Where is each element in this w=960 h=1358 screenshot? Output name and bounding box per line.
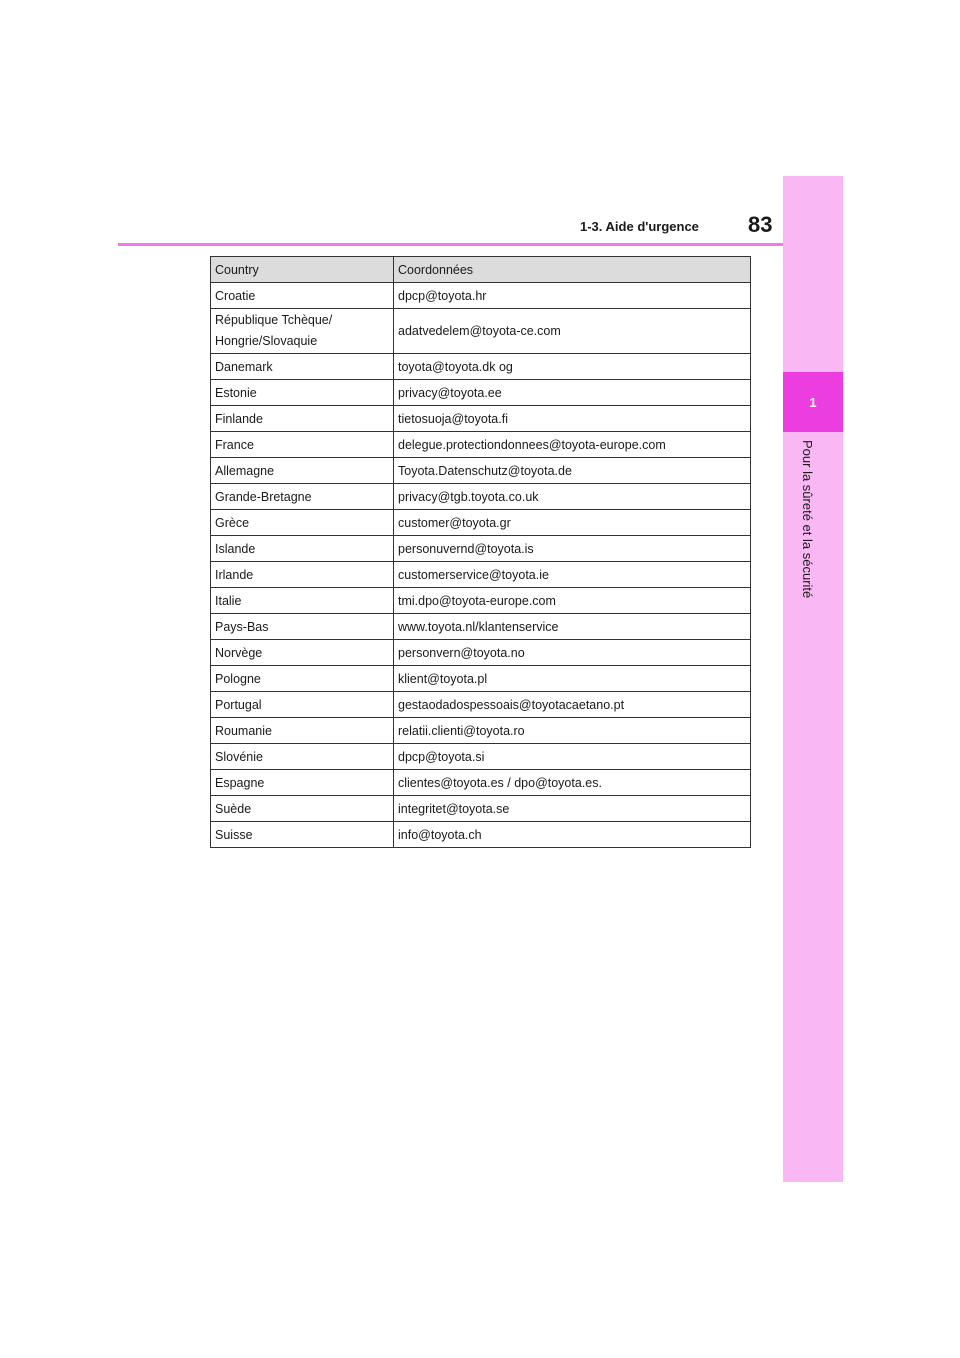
table-row bbox=[211, 588, 751, 614]
contact-cell: customerservice@toyota.ie bbox=[394, 562, 751, 588]
table-row bbox=[211, 796, 751, 822]
table-row bbox=[211, 484, 751, 510]
chapter-label: Pour la sûreté et la sécurité bbox=[800, 440, 815, 599]
table-row bbox=[211, 770, 751, 796]
table-row bbox=[211, 354, 751, 380]
country-cell: Estonie bbox=[211, 380, 394, 406]
chapter-side-tab bbox=[783, 176, 843, 1182]
contact-cell: dpcp@toyota.si bbox=[394, 744, 751, 770]
country-cell: Danemark bbox=[211, 354, 394, 380]
table-row bbox=[211, 718, 751, 744]
country-cell: Suisse bbox=[211, 822, 394, 848]
table-body bbox=[211, 283, 751, 848]
table-row bbox=[211, 614, 751, 640]
contact-cell: www.toyota.nl/klantenservice bbox=[394, 614, 751, 640]
country-cell: Grande-Bretagne bbox=[211, 484, 394, 510]
chapter-number-badge: 1 bbox=[783, 372, 843, 432]
country-cell: Croatie bbox=[211, 283, 394, 309]
contact-cell: gestaodadospessoais@toyotacaetano.pt bbox=[394, 692, 751, 718]
country-cell: Suède bbox=[211, 796, 394, 822]
table-row bbox=[211, 406, 751, 432]
table-row bbox=[211, 283, 751, 309]
contact-cell: clientes@toyota.es / dpo@toyota.es. bbox=[394, 770, 751, 796]
country-cell: Islande bbox=[211, 536, 394, 562]
country-cell: Espagne bbox=[211, 770, 394, 796]
section-title: 1-3. Aide d'urgence bbox=[580, 219, 699, 234]
country-cell: Portugal bbox=[211, 692, 394, 718]
contact-cell: klient@toyota.pl bbox=[394, 666, 751, 692]
table-row bbox=[211, 458, 751, 484]
country-cell: France bbox=[211, 432, 394, 458]
country-cell: Italie bbox=[211, 588, 394, 614]
country-cell: Pays-Bas bbox=[211, 614, 394, 640]
table-row bbox=[211, 640, 751, 666]
table-row bbox=[211, 692, 751, 718]
contact-cell: privacy@tgb.toyota.co.uk bbox=[394, 484, 751, 510]
table-row bbox=[211, 536, 751, 562]
country-cell: République Tchèque/ Hongrie/Slovaquie bbox=[211, 309, 394, 354]
table-header-row bbox=[211, 257, 751, 283]
contact-cell: privacy@toyota.ee bbox=[394, 380, 751, 406]
table-row bbox=[211, 744, 751, 770]
contact-cell: personvern@toyota.no bbox=[394, 640, 751, 666]
country-cell: Slovénie bbox=[211, 744, 394, 770]
country-cell: Pologne bbox=[211, 666, 394, 692]
table-row bbox=[211, 309, 751, 354]
table-row bbox=[211, 562, 751, 588]
contact-cell: toyota@toyota.dk og bbox=[394, 354, 751, 380]
country-cell: Finlande bbox=[211, 406, 394, 432]
table-row bbox=[211, 380, 751, 406]
contact-cell: tmi.dpo@toyota-europe.com bbox=[394, 588, 751, 614]
contact-cell: Toyota.Datenschutz@toyota.de bbox=[394, 458, 751, 484]
country-cell: Allemagne bbox=[211, 458, 394, 484]
country-cell: Roumanie bbox=[211, 718, 394, 744]
contact-cell: customer@toyota.gr bbox=[394, 510, 751, 536]
header-divider bbox=[118, 243, 783, 246]
table-row bbox=[211, 510, 751, 536]
country-cell: Norvège bbox=[211, 640, 394, 666]
country-cell: Irlande bbox=[211, 562, 394, 588]
column-header-contact: Coordonnées bbox=[394, 257, 751, 283]
contact-cell: info@toyota.ch bbox=[394, 822, 751, 848]
country-cell: Grèce bbox=[211, 510, 394, 536]
contact-cell: dpcp@toyota.hr bbox=[394, 283, 751, 309]
page-number: 83 bbox=[748, 212, 773, 237]
contact-cell: personuvernd@toyota.is bbox=[394, 536, 751, 562]
contact-cell: relatii.clienti@toyota.ro bbox=[394, 718, 751, 744]
contact-cell: integritet@toyota.se bbox=[394, 796, 751, 822]
table-row bbox=[211, 666, 751, 692]
contact-cell: adatvedelem@toyota-ce.com bbox=[394, 309, 751, 354]
column-header-country: Country bbox=[211, 257, 394, 283]
contact-cell: delegue.protectiondonnees@toyota-europe.com bbox=[394, 432, 751, 458]
contact-cell: tietosuoja@toyota.fi bbox=[394, 406, 751, 432]
privacy-contact-table bbox=[210, 256, 751, 848]
table-row bbox=[211, 822, 751, 848]
table-row bbox=[211, 432, 751, 458]
